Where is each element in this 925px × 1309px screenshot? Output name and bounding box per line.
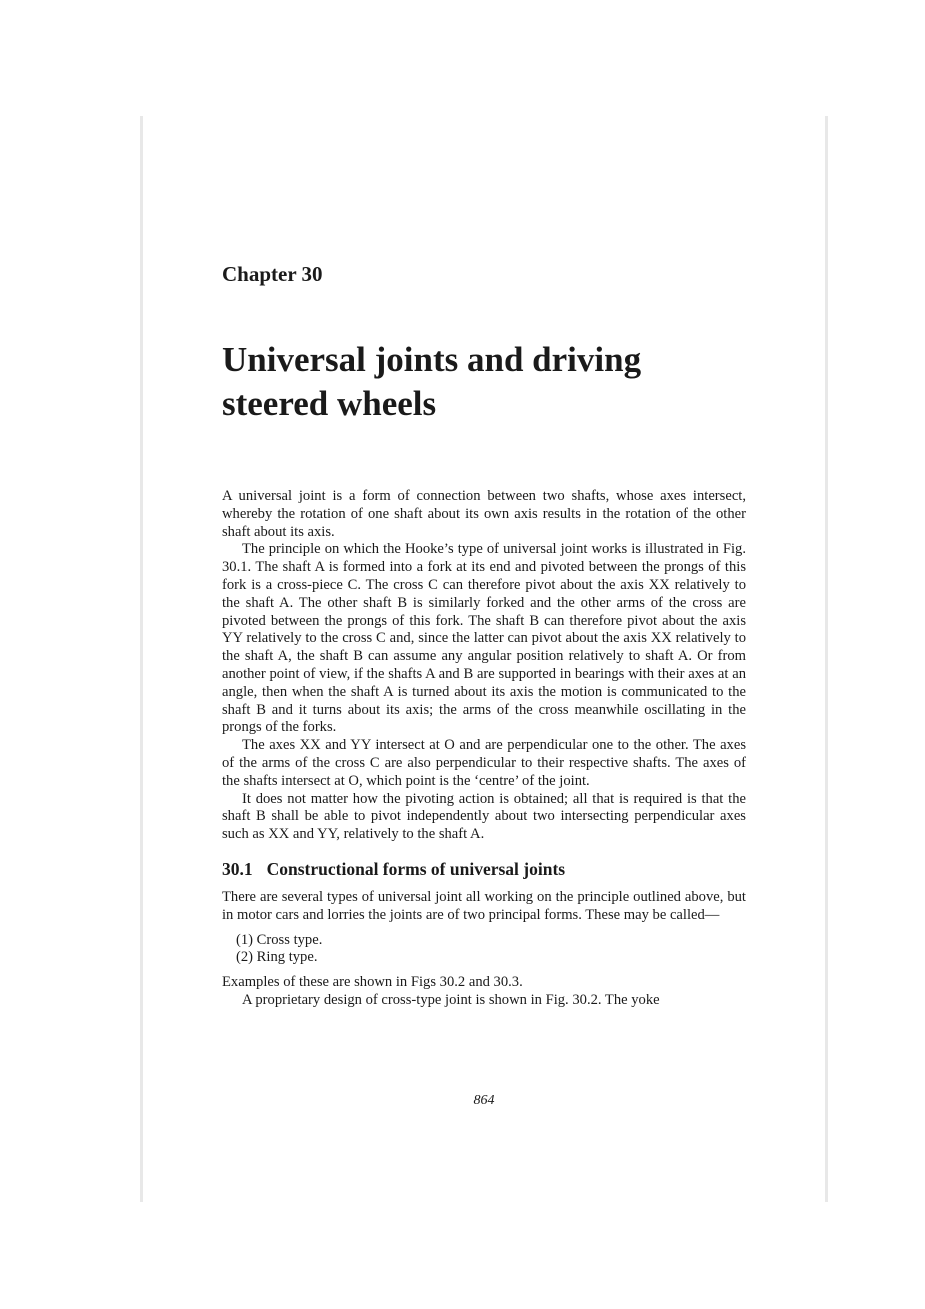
paragraph-4: It does not matter how the pivoting action is obtained; all that is required is that the shaft B shall be able to pivot independently about two intersecting perpendicular axes such as XX and YY, relatively to the shaft A. <box>222 790 746 843</box>
section-heading <box>222 858 746 880</box>
section-number: 30.1 <box>222 858 253 879</box>
chapter-title-line-1: Universal joints and driving <box>222 340 642 379</box>
after-list-paragraph: Examples of these are shown in Figs 30.2 and 30.3. <box>222 974 523 991</box>
chapter-label: Chapter 30 <box>222 262 323 286</box>
body-text <box>222 488 746 1010</box>
chapter-title <box>222 338 641 426</box>
chapter-title-line-2: steered wheels <box>222 384 437 423</box>
page-number: 864 <box>473 1093 495 1108</box>
paragraph-2: The principle on which the Hooke’s type of universal joint works is illustrated in Fig. 30.1. The shaft A is formed into a fork at its end and pivoted between the prongs of this fork is a cross-piece C. The cross C can therefore pivot about the axis XX relatively to the shaft A. The other shaft B is similarly forked and the other arms of the cross are pivoted between the prongs of this fork. The shaft B can therefore pivot about the axis YY relatively to the cross C and, since the latter can pivot about the axis XX relatively to the shaft A, the shaft B can assume any angular position relatively to shaft A. Or from another point of view, if the shafts A and B are supported in bearings with their axes at an angle, then when the shaft A is turned about its axis the motion is communicated to the shaft B and it turns about its axis; the arms of the cross meanwhile oscillating in the prongs of the forks. <box>222 541 746 736</box>
section-title: Constructional forms of universal joints <box>266 858 566 879</box>
last-paragraph: A proprietary design of cross-type joint is shown in Fig. 30.2. The yoke <box>242 991 660 1008</box>
joint-type-list <box>222 932 746 968</box>
right-page-edge <box>825 116 828 1202</box>
list-item: (1) Cross type. <box>236 931 323 948</box>
list-item: (2) Ring type. <box>236 949 318 966</box>
paragraph-1: A universal joint is a form of connection between two shafts, whose axes intersect, whereby the rotation of one shaft about its own axis results in the rotation of the other shaft about its axis. <box>222 488 746 540</box>
left-page-edge <box>140 116 143 1202</box>
paragraph-3: The axes XX and YY intersect at O and are perpendicular one to the other. The axes of the arms of the cross C are also perpendicular to their respective shafts. The axes of the shafts intersect at O, which point is the ‘centre’ of the joint. <box>222 737 746 789</box>
section-intro: There are several types of universal joint all working on the principle outlined above, but in motor cars and lorries the joints are of two principal forms. These may be called— <box>222 888 746 923</box>
